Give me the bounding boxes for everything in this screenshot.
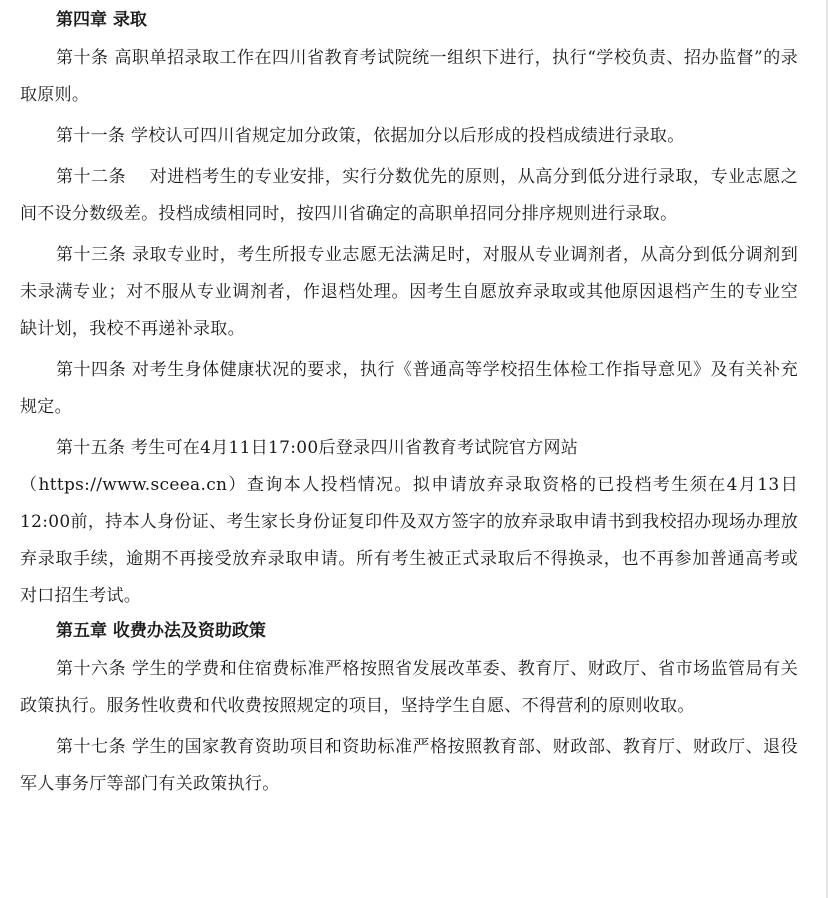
article-15-line1: 第十五条 考生可在4月11日17:00后登录四川省教育考试院官方网站 bbox=[56, 438, 579, 458]
article-12: 第十二条 对进档考生的专业安排，实行分数优先的原则，从高分到低分进行录取，专业志愿之间不设分数级差。投档成绩相同时，按四川省确定的高职单招同分排序规则进行录取。 bbox=[20, 167, 798, 224]
article-17: 第十七条 学生的国家教育资助项目和资助标准严格按照教育部、财政部、教育厅、财政厅、退役军人事务厅等部门有关政策执行。 bbox=[20, 737, 798, 794]
article-10: 第十条 高职单招录取工作在四川省教育考试院统一组织下进行，执行“学校负责、招办监督”的录取原则。 bbox=[20, 48, 798, 105]
chapter-4-heading: 第四章 录取 bbox=[56, 10, 147, 30]
article-14: 第十四条 对考生身体健康状况的要求，执行《普通高等学校招生体检工作指导意见》及有关补充规定。 bbox=[20, 360, 798, 417]
article-11: 第十一条 学校认可四川省规定加分政策，依据加分以后形成的投档成绩进行录取。 bbox=[56, 126, 685, 146]
article-13: 第十三条 录取专业时，考生所报专业志愿无法满足时，对服从专业调剂者，从高分到低分调剂到未录满专业；对不服从专业调剂者，作退档处理。因考生自愿放弃录取或其他原因退档产生的专业空缺计划，我校不再递补录取。 bbox=[20, 245, 798, 339]
chapter-5-heading: 第五章 收费办法及资助政策 bbox=[56, 621, 266, 641]
article-16: 第十六条 学生的学费和住宿费标准严格按照省发展改革委、教育厅、财政厅、省市场监管局有关政策执行。服务性收费和代收费按照规定的项目，坚持学生自愿、不得营利的原则收取。 bbox=[20, 659, 798, 716]
article-15-rest: （https://www.sceea.cn）查询本人投档情况。拟申请放弃录取资格的已投档考生须在4月13日12:00前，持本人身份证、考生家长身份证复印件及双方签字的放弃录取申请书到我校招办现场办理放弃录取手续，逾期不再接受放弃录取申请。所有考生被正式录取后不得换录，也不再参加普通高考或对口招生考试。 bbox=[20, 475, 798, 606]
